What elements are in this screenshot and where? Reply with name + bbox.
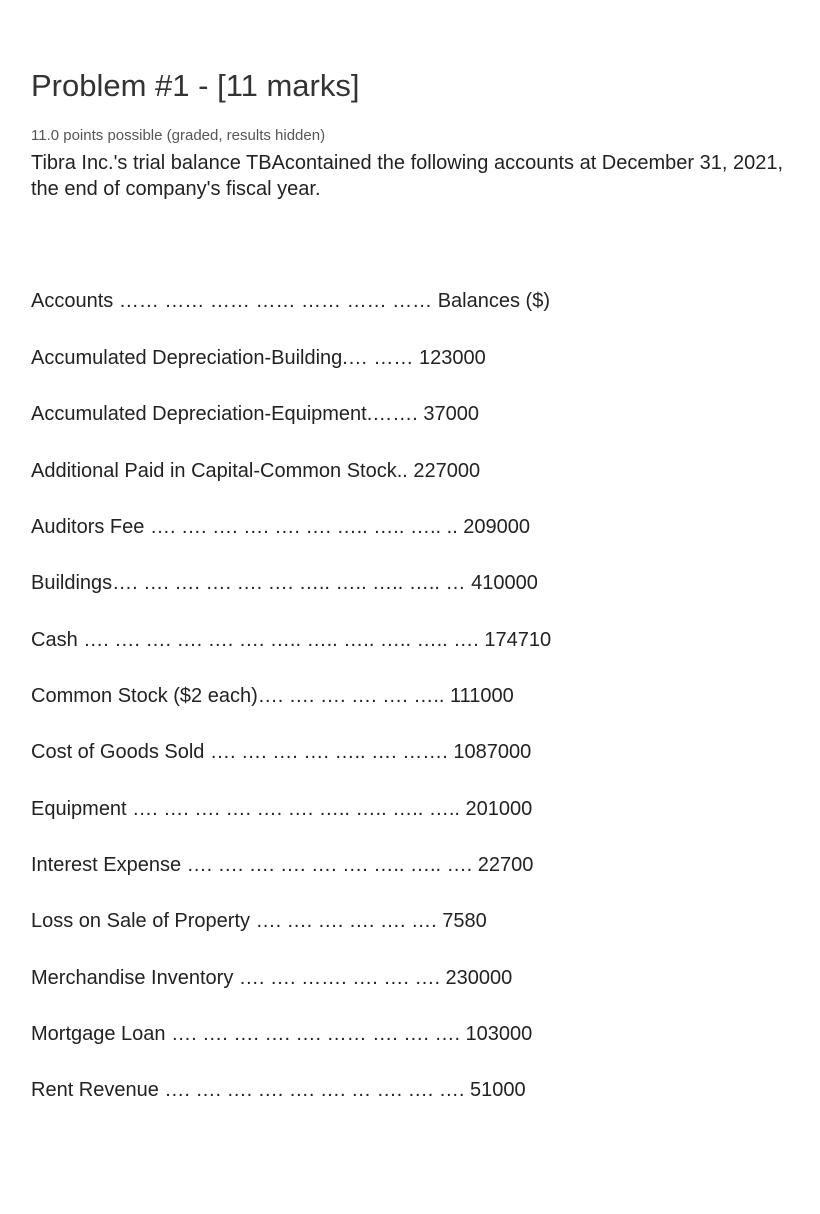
account-row: Additional Paid in Capital-Common Stock.. 227000 [31,460,481,482]
account-row: Mortgage Loan …. …. …. …. …. …… …. …. …. 103000 [31,1023,533,1045]
trial-balance-header: Accounts …… …… …… …… …… …… …… Balances ($) [31,290,550,312]
account-row: Buildings…. …. …. …. …. …. ….. ….. ….. ….. … 410000 [31,572,538,594]
account-row: Interest Expense …. …. …. …. …. …. ….. ….. …. 22700 [31,854,534,876]
account-row: Equipment …. …. …. …. …. …. ….. ….. ….. ….. 201000 [31,798,533,820]
account-row: Loss on Sale of Property …. …. …. …. …. …. 7580 [31,910,487,932]
account-row: Rent Revenue …. …. …. …. …. …. … …. …. …. 51000 [31,1079,526,1101]
account-row: Auditors Fee …. …. …. …. …. …. ….. ….. ….. .. 209000 [31,516,531,538]
account-row: Accumulated Depreciation-Building.… …… 123000 [31,347,486,369]
account-row: Cost of Goods Sold …. …. …. …. ….. …. ……. 1087000 [31,741,532,763]
account-row: Cash …. …. …. …. …. …. ….. ….. ….. ….. ….. …. 174710 [31,629,552,651]
account-row: Merchandise Inventory …. …. ……. …. …. …. 230000 [31,967,513,989]
points-possible: 11.0 points possible (graded, results hidden) [31,127,326,144]
account-row: Accumulated Depreciation-Equipment.……. 37000 [31,403,480,425]
problem-title: Problem #1 - [11 marks] [31,68,360,103]
account-row: Common Stock ($2 each)…. …. …. …. …. ….. 111000 [31,685,514,707]
problem-intro: Tibra Inc.'s trial balance TBAcontained the following accounts at December 31, 2021, the end of company's fiscal year. [31,152,784,200]
